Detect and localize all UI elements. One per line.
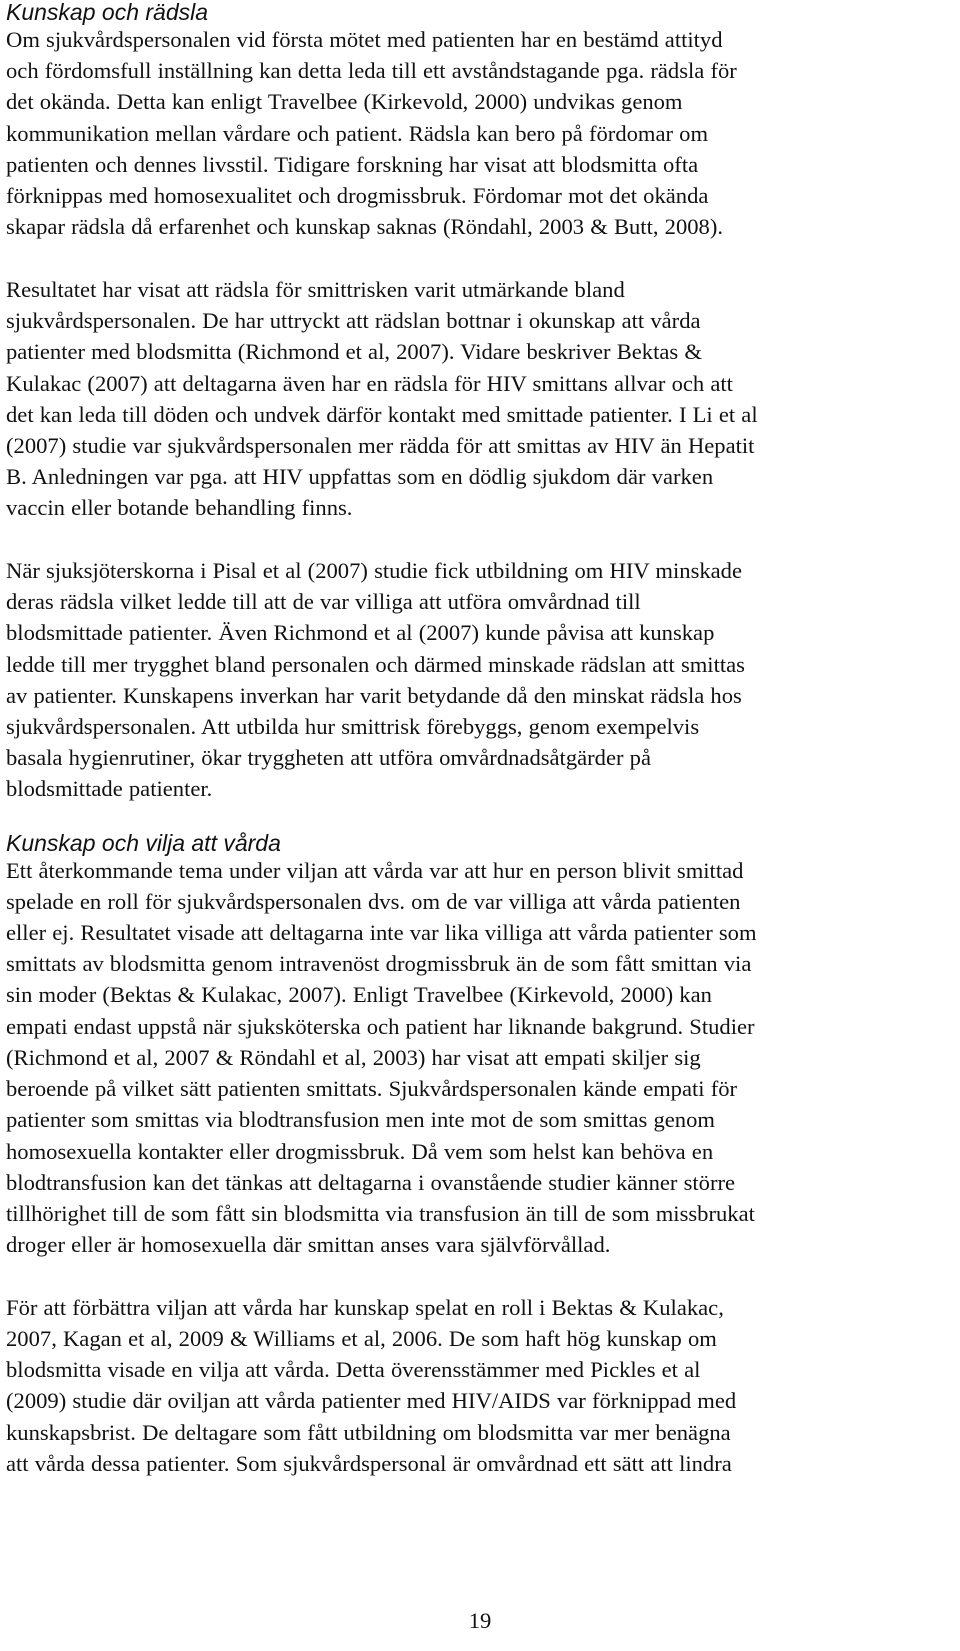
text-line: (Richmond et al, 2007 & Röndahl et al, 2003) har visat att empati skiljer sig	[6, 1044, 701, 1070]
text-line: empati endast uppstå när sjuksköterska och patient har liknande bakgrund. Studier	[6, 1013, 755, 1039]
text-line: eller ej. Resultatet visade att deltagarna inte var lika villiga att vårda patienter som	[6, 920, 757, 946]
text-line: För att förbättra viljan att vårda har kunskap spelat en roll i Bektas & Kulakac,	[6, 1294, 724, 1320]
text-line: Kulakac (2007) att deltagarna även har en rädsla för HIV smittans allvar och att	[6, 370, 733, 396]
section-kunskap-och-vilja-att-varda	[6, 831, 954, 1479]
paragraph	[6, 274, 954, 524]
text-line: blodtransfusion kan det tänkas att deltagarna i ovanstående studier känner större	[6, 1169, 736, 1195]
text-line: det kan leda till döden och undvek därför kontakt med smittade patienter. I Li et al	[6, 401, 758, 427]
text-line: (2009) studie där oviljan att vårda patienter med HIV/AIDS var förknippad med	[6, 1388, 737, 1414]
text-line: (2007) studie var sjukvårdspersonalen mer rädda för att smittas av HIV än Hepatit	[6, 432, 755, 458]
text-line: sjukvårdspersonalen. De har uttryckt att rädslan bottnar i okunskap att vårda	[6, 308, 701, 334]
paragraph	[6, 1292, 954, 1479]
text-line: sjukvårdspersonalen. Att utbilda hur smittrisk förebyggs, genom exempelvis	[6, 714, 700, 740]
text-line: homosexuella kontakter eller drogmissbruk. Då vem som helst kan behöva en	[6, 1138, 714, 1164]
text-line: skapar rädsla då erfarenhet och kunskap saknas (Röndahl, 2003 & Butt, 2008).	[6, 214, 724, 240]
text-line: Ett återkommande tema under viljan att vårda var att hur en person blivit smittad	[6, 857, 744, 883]
text-line: patienten och dennes livsstil. Tidigare forskning har visat att blodsmitta ofta	[6, 151, 699, 177]
text-line: av patienter. Kunskapens inverkan har varit betydande då den minskat rädsla hos	[6, 682, 742, 708]
text-line: beroende på vilket sätt patienten smittats. Sjukvårdspersonalen kände empati för	[6, 1076, 738, 1102]
text-line: kunskapsbrist. De deltagare som fått utbildning om blodsmitta var mer benägna	[6, 1419, 731, 1445]
text-line: vaccin eller botande behandling finns.	[6, 495, 353, 521]
text-line: tillhörighet till de som fått sin blodsmitta via transfusion än till de som missbrukat	[6, 1200, 755, 1226]
paragraph	[6, 555, 954, 805]
text-line: blodsmitta visade en vilja att vårda. Detta överensstämmer med Pickles et al	[6, 1357, 701, 1383]
text-line: När sjuksjöterskorna i Pisal et al (2007) studie fick utbildning om HIV minskade	[6, 558, 743, 584]
text-line: Om sjukvårdspersonalen vid första mötet med patienten har en bestämd attityd	[6, 27, 723, 52]
text-line: patienter som smittas via blodtransfusion men inte mot de som smittas genom	[6, 1107, 715, 1133]
text-line: spelade en roll för sjukvårdspersonalen dvs. om de var villiga att vårda patienten	[6, 888, 741, 914]
page-number: 19	[468, 1608, 492, 1633]
text-line: 2007, Kagan et al, 2009 & Williams et al, 2006. De som haft hög kunskap om	[6, 1326, 717, 1352]
section-heading: Kunskap och vilja att vårda	[6, 829, 281, 856]
section-heading: Kunskap och rädsla	[6, 0, 209, 25]
section-kunskap-och-radsla	[6, 0, 954, 805]
text-line: deras rädsla vilket ledde till att de var villiga att utföra omvårdnad till	[6, 589, 641, 615]
text-line: sin moder (Bektas & Kulakac, 2007). Enligt Travelbee (Kirkevold, 2000) kan	[6, 982, 712, 1008]
text-line: att vårda dessa patienter. Som sjukvårdspersonal är omvårdnad ett sätt att lindra	[6, 1450, 732, 1476]
paragraph	[6, 24, 954, 242]
text-line: smittats av blodsmitta genom intravenöst drogmissbruk än de som fått smittan via	[6, 951, 752, 977]
text-line: förknippas med homosexualitet och drogmissbruk. Fördomar mot det okända	[6, 183, 709, 209]
text-line: blodsmittade patienter.	[6, 776, 213, 802]
text-line: Resultatet har visat att rädsla för smittrisken varit utmärkande bland	[6, 276, 625, 302]
text-line: blodsmittade patienter. Även Richmond et al (2007) kunde påvisa att kunskap	[6, 620, 715, 646]
text-line: det okända. Detta kan enligt Travelbee (Kirkevold, 2000) undvikas genom	[6, 89, 683, 115]
text-line: droger eller är homosexuella där smittan anses vara självförvållad.	[6, 1232, 611, 1258]
text-line: kommunikation mellan vårdare och patient. Rädsla kan bero på fördomar om	[6, 120, 709, 146]
text-line: basala hygienrutiner, ökar tryggheten att utföra omvårdnadsåtgärder på	[6, 745, 652, 771]
text-line: patienter med blodsmitta (Richmond et al, 2007). Vidare beskriver Bektas &	[6, 339, 702, 365]
text-line: B. Anledningen var pga. att HIV uppfattas som en dödlig sjukdom där varken	[6, 464, 714, 490]
text-line: och fördomsfull inställning kan detta leda till ett avståndstagande pga. rädsla för	[6, 58, 737, 84]
paragraph	[6, 855, 954, 1261]
text-line: ledde till mer trygghet bland personalen och därmed minskade rädslan att smittas	[6, 651, 745, 677]
document-page	[6, 0, 954, 1479]
